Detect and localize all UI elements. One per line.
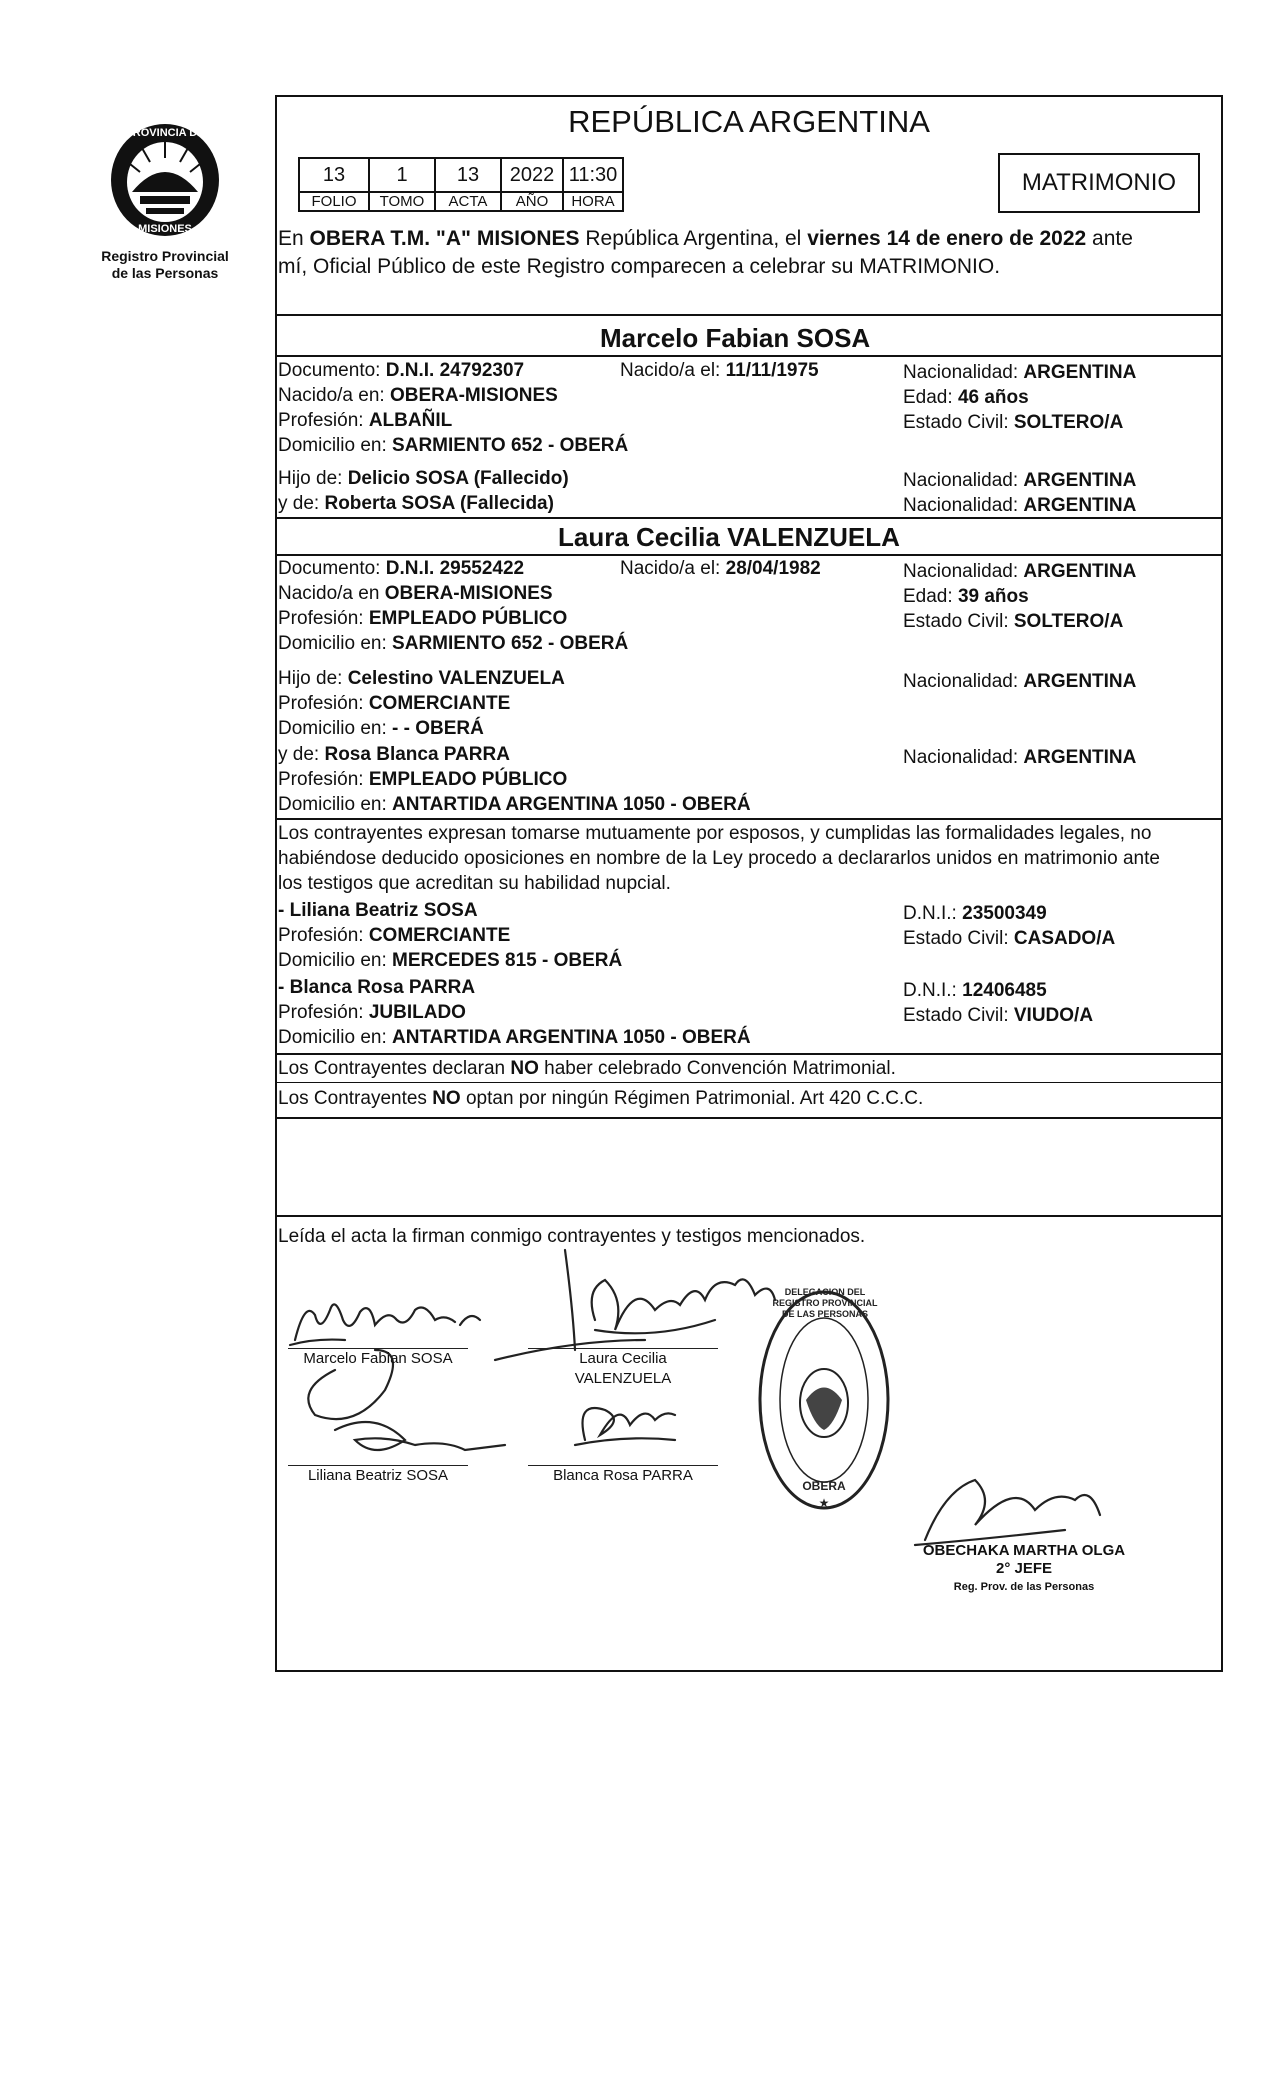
groom-father-nationality: Nacionalidad: ARGENTINA xyxy=(903,470,1137,491)
witness-1-address: Domicilio en: MERCEDES 815 - OBERÁ xyxy=(278,950,623,971)
bride-signature xyxy=(565,1250,775,1350)
divider xyxy=(275,1082,1223,1083)
signature-statement: Leída el acta la firman conmigo contrayentes y testigos mencionados. xyxy=(278,1226,866,1247)
witness-2-address: Domicilio en: ANTARTIDA ARGENTINA 1050 - OBERÁ xyxy=(278,1027,751,1048)
witness-1-signature xyxy=(335,1422,505,1450)
acta-value: 13 xyxy=(435,158,501,192)
groom-mother-nationality: Nacionalidad: ARGENTINA xyxy=(903,495,1137,516)
groom-signature-line xyxy=(288,1348,468,1349)
svg-text:OBERA: OBERA xyxy=(802,1479,846,1493)
handwritten-signatures xyxy=(275,1240,1135,1580)
witness-2-signature-caption: Blanca Rosa PARRA xyxy=(553,1467,693,1484)
witness-2-profession: Profesión: JUBILADO xyxy=(278,1002,466,1023)
declaration-line-2: habiéndose deducido oposiciones en nombre de la Ley procedo a declararlos unidos en matrimonio ante xyxy=(278,848,1160,869)
folio-value: 13 xyxy=(299,158,369,192)
divider xyxy=(275,355,1223,357)
bride-document: Documento: D.N.I. 29552422 xyxy=(278,558,525,579)
groom-document: Documento: D.N.I. 24792307 xyxy=(278,360,525,381)
bride-father-profession: Profesión: COMERCIANTE xyxy=(278,693,511,714)
hora-label: HORA xyxy=(563,192,623,211)
tomo-value: 1 xyxy=(369,158,435,192)
divider xyxy=(275,1053,1223,1055)
ano-value: 2022 xyxy=(501,158,563,192)
document-title: REPÚBLICA ARGENTINA xyxy=(568,104,930,139)
bride-father: Hijo de: Celestino VALENZUELA xyxy=(278,668,565,689)
svg-text:★: ★ xyxy=(818,1496,830,1510)
bride-signature-caption-1: Laura Cecilia xyxy=(579,1350,667,1367)
witness-2-signature-line xyxy=(528,1465,718,1466)
misiones-coat-of-arms-icon xyxy=(100,112,230,240)
groom-birth-place: Nacido/a en: OBERA-MISIONES xyxy=(278,385,558,406)
divider xyxy=(275,1117,1223,1119)
bride-birth-date: Nacido/a el: 28/04/1982 xyxy=(620,558,821,579)
folio-label: FOLIO xyxy=(299,192,369,211)
regime-line-2: Los Contrayentes NO optan por ningún Régimen Patrimonial. Art 420 C.C.C. xyxy=(278,1088,924,1109)
groom-address: Domicilio en: SARMIENTO 652 - OBERÁ xyxy=(278,435,629,456)
witness-2-name: - Blanca Rosa PARRA xyxy=(278,977,476,998)
hora-value: 11:30 xyxy=(563,158,623,192)
declaration-line-3: los testigos que acreditan su habilidad nupcial. xyxy=(278,873,671,894)
groom-age: Edad: 46 años xyxy=(903,387,1029,408)
bride-age: Edad: 39 años xyxy=(903,586,1029,607)
official-signature xyxy=(925,1480,1100,1540)
witness-1-signature-line xyxy=(288,1465,468,1466)
bride-father-address: Domicilio en: - - OBERÁ xyxy=(278,718,484,739)
registry-logo xyxy=(100,112,230,240)
groom-signature-caption: Marcelo Fabian SOSA xyxy=(303,1350,453,1367)
witness-1-civil-status: Estado Civil: CASADO/A xyxy=(903,928,1116,949)
bride-name: Laura Cecilia VALENZUELA xyxy=(558,522,900,552)
divider xyxy=(275,554,1223,556)
bride-mother-address: Domicilio en: ANTARTIDA ARGENTINA 1050 - OBERÁ xyxy=(278,794,751,815)
witness-2-civil-status: Estado Civil: VIUDO/A xyxy=(903,1005,1094,1026)
bride-signature-line xyxy=(528,1348,718,1349)
intro-line-1: En OBERA T.M. "A" MISIONES República Argentina, el viernes 14 de enero de 2022 ante xyxy=(278,227,1133,250)
record-type-box: MATRIMONIO xyxy=(998,153,1200,213)
divider xyxy=(275,818,1223,820)
bride-nationality: Nacionalidad: ARGENTINA xyxy=(903,561,1137,582)
witness-1-name: - Liliana Beatriz SOSA xyxy=(278,900,478,921)
acta-label: ACTA xyxy=(435,192,501,211)
divider xyxy=(275,1215,1223,1217)
witness-2-signature xyxy=(583,1408,676,1440)
official-name-stamp: OBECHAKA MARTHA OLGA 2° JEFE Reg. Prov. de las Personas xyxy=(922,1542,1126,1593)
bride-mother: y de: Rosa Blanca PARRA xyxy=(278,744,510,765)
bride-birth-place: Nacido/a en OBERA-MISIONES xyxy=(278,583,553,604)
groom-signature xyxy=(295,1304,455,1340)
divider xyxy=(275,517,1223,519)
groom-mother: y de: Roberta SOSA (Fallecida) xyxy=(278,493,554,514)
tomo-label: TOMO xyxy=(369,192,435,211)
groom-name: Marcelo Fabian SOSA xyxy=(600,323,871,353)
ano-label: AÑO xyxy=(501,192,563,211)
regime-line-1: Los Contrayentes declaran NO haber celebrado Convención Matrimonial. xyxy=(278,1058,896,1079)
record-codes-table xyxy=(298,157,624,212)
bride-address: Domicilio en: SARMIENTO 652 - OBERÁ xyxy=(278,633,629,654)
groom-nationality: Nacionalidad: ARGENTINA xyxy=(903,362,1137,383)
seal-ring-text: DELEGACION DEL REGISTRO PROVINCIAL DE LAS PERSONAS xyxy=(772,1287,878,1319)
groom-father: Hijo de: Delicio SOSA (Fallecido) xyxy=(278,468,569,489)
bride-father-nationality: Nacionalidad: ARGENTINA xyxy=(903,671,1137,692)
divider xyxy=(275,314,1223,316)
bride-signature-caption-2: VALENZUELA xyxy=(574,1370,672,1387)
witness-1-dni: D.N.I.: 23500349 xyxy=(903,903,1047,924)
svg-text:PROVINCIA DE: PROVINCIA DE xyxy=(125,127,205,139)
witness-1-signature-caption: Liliana Beatriz SOSA xyxy=(307,1467,449,1484)
bride-profession: Profesión: EMPLEADO PÚBLICO xyxy=(278,608,568,629)
declaration-line-1: Los contrayentes expresan tomarse mutuamente por esposos, y cumplidas las formalidades legales, no xyxy=(278,823,1152,844)
registry-name: Registro Provincial de las Personas xyxy=(101,248,229,281)
bride-mother-profession: Profesión: EMPLEADO PÚBLICO xyxy=(278,769,568,790)
groom-profession: Profesión: ALBAÑIL xyxy=(278,410,453,431)
witness-2-dni: D.N.I.: 12406485 xyxy=(903,980,1047,1001)
bride-mother-nationality: Nacionalidad: ARGENTINA xyxy=(903,747,1137,768)
intro-line-2: mí, Oficial Público de este Registro comparecen a celebrar su MATRIMONIO. xyxy=(278,255,1001,278)
groom-birth-date: Nacido/a el: 11/11/1975 xyxy=(620,360,819,381)
bride-civil-status: Estado Civil: SOLTERO/A xyxy=(903,611,1124,632)
groom-civil-status: Estado Civil: SOLTERO/A xyxy=(903,412,1124,433)
svg-text:MISIONES: MISIONES xyxy=(138,223,192,235)
witness-1-profession: Profesión: COMERCIANTE xyxy=(278,925,511,946)
